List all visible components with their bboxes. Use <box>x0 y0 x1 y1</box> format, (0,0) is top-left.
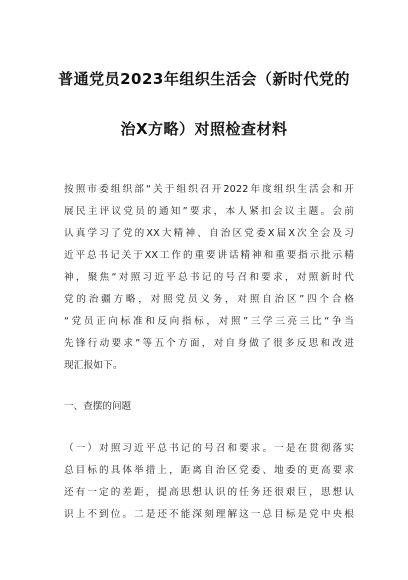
subsection-paragraph-line: 识上不到位。二是还不能深刻理解这一总目标是党中央根 <box>64 509 354 520</box>
intro-paragraph-line: 现汇报如下。 <box>64 360 123 371</box>
intro-paragraph-line: 展民主评议党员的通知”要求，本人紧扣会议主题。会前 <box>64 206 354 217</box>
document-title-line-2: 治X方略）对照检查材料 <box>120 120 288 138</box>
section-heading: 一、查摆的问题 <box>64 401 132 412</box>
intro-paragraph-line: 近平总书记关于XX工作的重要讲话精神和重要指示批示精 <box>64 250 354 261</box>
subsection-paragraph-line: 还有一定的差距，提高思想认识的任务还很艰巨，思想认 <box>64 487 354 498</box>
document-title-line-1: 普通党员2023年组织生活会（新时代党的 <box>58 70 350 88</box>
intro-paragraph-line: 先锋行动要求”等五个方面，对自身做了很多反思和改进 <box>64 338 354 349</box>
intro-paragraph-line: 党的治疆方略，对照党员义务，对照自治区”四个合格 <box>64 294 354 305</box>
intro-paragraph-line: 按照市委组织部“关于组织召开2022年度组织生活会和开 <box>64 184 354 195</box>
subsection-paragraph-line: 总目标的具体举措上，距离自治区党委、地委的更高要求 <box>64 465 354 476</box>
subsection-paragraph-line: （一）对照习近平总书记的号召和要求。一是在贯彻落实 <box>64 443 354 454</box>
intro-paragraph-line: 认真学习了党的XX大精神、自治区党委X届X次全会及习 <box>64 228 354 239</box>
intro-paragraph-line: 神，聚焦“对照习近平总书记的号召和要求，对照新时代 <box>64 272 354 283</box>
intro-paragraph-line: “党员正向标准和反向指标，对照”三学三亮三比“争当 <box>64 316 354 327</box>
